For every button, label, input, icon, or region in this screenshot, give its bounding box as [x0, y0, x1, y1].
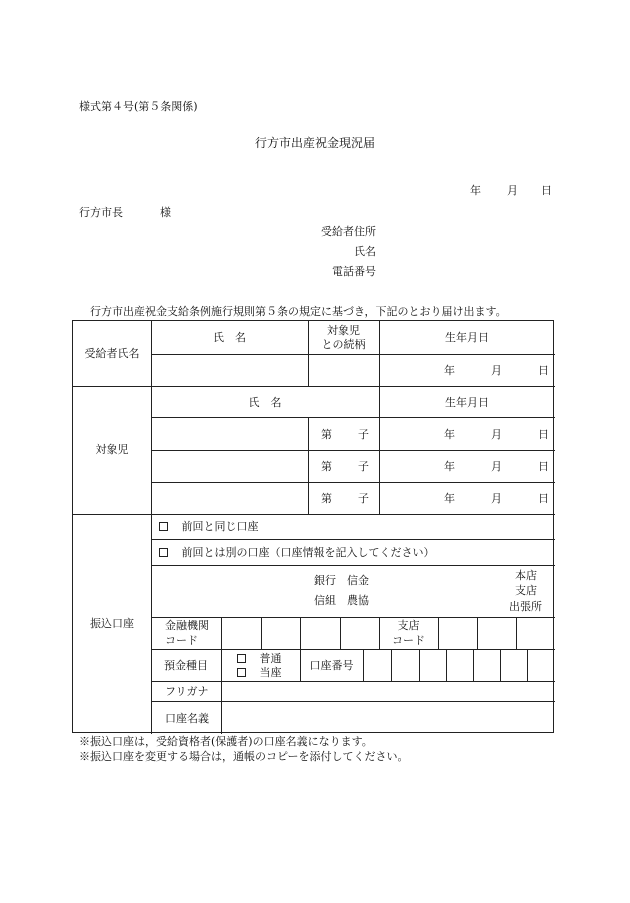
- child-1-year-label: 年: [444, 428, 455, 441]
- intro-text: 行方市出産祝金支給条例施行規則第５条の規定に基づき，下記のとおり届け出ます。: [90, 305, 507, 318]
- rule-option-1: [151, 539, 555, 540]
- note-1: ※振込口座は，受給資格者(保護者)の口座名義になります。: [79, 735, 373, 748]
- child-2-year-label: 年: [444, 460, 455, 473]
- rule-furigana: [151, 701, 555, 702]
- form-title: 行方市出産祝金現況届: [254, 136, 375, 150]
- rule-deposit: [151, 681, 555, 682]
- rule-account-label-col: [221, 617, 222, 734]
- child-2-order-prefix: 第: [321, 460, 332, 473]
- rule-child-name-col: [308, 417, 309, 514]
- rule-option-2: [151, 565, 555, 566]
- children-label: 対象児: [95, 443, 129, 456]
- rule-bank-code-2: [300, 617, 301, 649]
- applicant-address-label: 受給者住所: [321, 225, 376, 238]
- applicant-name-label: 氏名: [354, 245, 376, 258]
- child-3-name-field[interactable]: [153, 484, 305, 512]
- deposit-type-label: 預金種目: [164, 659, 208, 672]
- rule-child-row-1: [151, 450, 555, 451]
- recipient-month-label: 月: [491, 364, 502, 377]
- rule-child-row-2: [151, 482, 555, 483]
- furigana-label: フリガナ: [165, 685, 209, 698]
- account-holder-label: 口座名義: [165, 712, 209, 725]
- rule-child-header: [151, 417, 555, 418]
- branch-type-main: 本店: [515, 569, 537, 582]
- rule-acct-digit-6: [527, 649, 528, 681]
- child-1-order-suffix: 子: [358, 428, 369, 441]
- relation-header-line1: 対象児: [327, 324, 360, 337]
- rule-acct-digit-4: [473, 649, 474, 681]
- addressee-suffix: 様: [160, 206, 171, 219]
- child-1-order-prefix: 第: [321, 428, 332, 441]
- branch-code-label-line2: コード: [392, 634, 425, 647]
- option-same-account-label: 前回と同じ口座: [181, 520, 259, 533]
- rule-recipient-header: [151, 354, 555, 355]
- child-2-order-suffix: 子: [358, 460, 369, 473]
- bank-types-line1: 銀行 信金: [314, 574, 369, 587]
- furigana-field[interactable]: [223, 683, 553, 699]
- rule-bank-name: [151, 617, 555, 618]
- date-month-label: 月: [507, 184, 518, 197]
- branch-type-branch: 支店: [515, 584, 537, 597]
- date-day-label: 日: [541, 184, 552, 197]
- child-2-name-field[interactable]: [153, 452, 305, 480]
- checkbox-icon: [237, 668, 246, 677]
- note-2: ※振込口座を変更する場合は，通帳のコピーを添付してください。: [79, 750, 409, 763]
- deposit-current-option[interactable]: [237, 666, 282, 679]
- option-same-account[interactable]: [159, 520, 259, 533]
- date-year-label: 年: [470, 184, 481, 197]
- child-3-order-suffix: 子: [358, 492, 369, 505]
- relation-header-line2: との続柄: [321, 338, 366, 351]
- rule-branch-code-3: [516, 617, 517, 649]
- recipient-name-field[interactable]: [153, 356, 303, 384]
- rule-acct-digit-3: [446, 649, 447, 681]
- option-other-account-label: 前回とは別の口座（口座情報を記入してください）: [181, 546, 435, 559]
- rule-label-column: [151, 321, 152, 734]
- form-table: [72, 320, 554, 733]
- account-holder-field[interactable]: [223, 703, 553, 732]
- rule-branch-code-2: [477, 617, 478, 649]
- child-1-name-field[interactable]: [153, 419, 305, 448]
- rule-acct-digit-2: [419, 649, 420, 681]
- rule-acct-digit-1: [391, 649, 392, 681]
- child-birthdate-header: 生年月日: [445, 396, 489, 409]
- deposit-ordinary-option[interactable]: [237, 652, 282, 665]
- child-1-month-label: 月: [491, 428, 502, 441]
- form-number: 様式第４号(第５条関係): [79, 100, 198, 113]
- recipient-year-label: 年: [444, 364, 455, 377]
- deposit-current-label: 当座: [259, 666, 282, 679]
- branch-code-label-line1: 支店: [397, 619, 420, 632]
- rule-acct-digit-5: [500, 649, 501, 681]
- child-3-day-label: 日: [538, 492, 549, 505]
- child-1-day-label: 日: [538, 428, 549, 441]
- rule-branch-code-1: [438, 617, 439, 649]
- rule-recipient-bottom: [73, 386, 555, 387]
- checkbox-icon: [159, 548, 168, 557]
- recipient-birthdate-header: 生年月日: [445, 331, 489, 344]
- child-2-day-label: 日: [538, 460, 549, 473]
- rule-account-number-label: [363, 649, 364, 681]
- checkbox-icon: [237, 654, 246, 663]
- rule-codes: [151, 649, 555, 650]
- branch-type-office: 出張所: [509, 600, 542, 613]
- child-3-year-label: 年: [444, 492, 455, 505]
- child-3-order-prefix: 第: [321, 492, 332, 505]
- applicant-phone-label: 電話番号: [332, 265, 376, 278]
- addressee: 行方市長: [79, 206, 123, 219]
- rule-bank-code-1: [261, 617, 262, 649]
- account-label: 振込口座: [90, 617, 134, 630]
- bank-code-label-line1: 金融機関: [165, 619, 209, 632]
- bank-code-label-line2: コード: [165, 634, 198, 647]
- recipient-label: 受給者氏名: [84, 347, 140, 360]
- child-2-month-label: 月: [491, 460, 502, 473]
- account-number-label: 口座番号: [309, 659, 354, 672]
- child-3-month-label: 月: [491, 492, 502, 505]
- checkbox-icon: [159, 522, 168, 531]
- child-name-header: 氏 名: [248, 396, 282, 409]
- option-other-account[interactable]: [159, 546, 435, 559]
- recipient-name-header: 氏 名: [213, 331, 246, 344]
- recipient-day-label: 日: [538, 364, 549, 377]
- rule-child-bottom: [73, 514, 555, 515]
- bank-types-line2: 信組 農協: [314, 594, 369, 607]
- recipient-relation-field[interactable]: [310, 356, 376, 384]
- rule-bank-code-3: [340, 617, 341, 649]
- deposit-ordinary-label: 普通: [259, 652, 282, 665]
